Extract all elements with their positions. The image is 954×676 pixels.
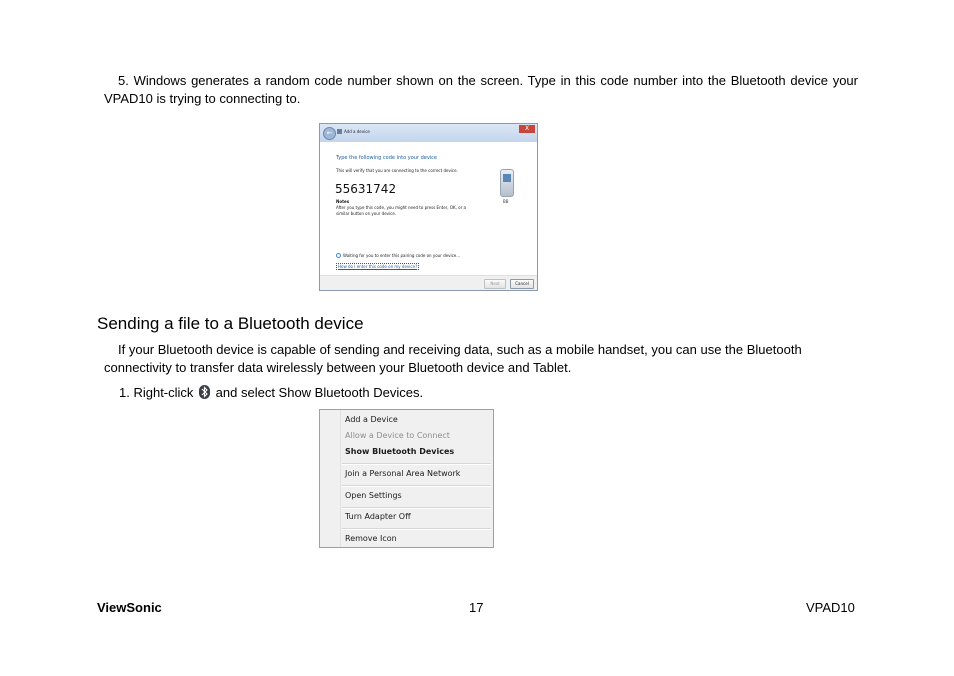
phone-device-icon: [500, 169, 514, 197]
step-1-text-after: and select Show Bluetooth Devices.: [215, 385, 424, 400]
notes-label: Notes: [336, 199, 350, 204]
menu-item-show-devices[interactable]: Show Bluetooth Devices: [345, 447, 455, 456]
dialog-titlebar: [320, 124, 537, 142]
add-device-dialog-screenshot: [319, 123, 538, 291]
menu-item-remove-icon[interactable]: Remove Icon: [345, 534, 397, 543]
menu-item-open-settings[interactable]: Open Settings: [345, 491, 402, 500]
step-5-text: 5. Windows generates a random code number shown on the screen. Type in this code number into the Bluetooth device your VPAD10 is trying to connecting to.: [104, 73, 858, 106]
menu-item-turn-adapter-off[interactable]: Turn Adapter Off: [345, 512, 411, 521]
intro-text: If your Bluetooth device is capable of sending and receiving data, such as a mobile handset, you can use the Bluetooth connectivity to transfer data wirelessly between your Bluetooth device and Tablet.: [104, 342, 802, 375]
menu-separator: [342, 485, 491, 487]
footer-page-number: 17: [469, 600, 484, 615]
menu-item-allow-device: Allow a Device to Connect: [345, 431, 450, 440]
device-label: BB: [503, 199, 509, 204]
dialog-subtext: This will verify that you are connecting to the correct device.: [336, 168, 458, 173]
dialog-footer: [320, 275, 537, 290]
back-arrow-icon[interactable]: ←: [323, 127, 336, 140]
section-heading: Sending a file to a Bluetooth device: [97, 314, 364, 333]
bluetooth-context-menu-screenshot: [319, 409, 494, 548]
menu-separator: [342, 507, 491, 509]
step-5-paragraph: [104, 72, 858, 108]
dialog-title: Add a device: [344, 129, 370, 134]
menu-item-add-device[interactable]: Add a Device: [345, 415, 398, 424]
waiting-spinner-icon: [336, 253, 341, 258]
add-device-icon: [337, 129, 342, 134]
menu-separator: [342, 463, 491, 465]
pairing-code: 55631742: [335, 182, 397, 196]
step-1-paragraph: [119, 384, 423, 402]
menu-gutter: [320, 410, 341, 547]
footer-brand: ViewSonic: [97, 600, 162, 615]
intro-paragraph: [104, 341, 824, 377]
next-button[interactable]: Next: [484, 279, 506, 289]
waiting-text: Waiting for you to enter this pairing code on your device...: [343, 253, 461, 258]
help-link[interactable]: How do I enter this code on my device?: [338, 264, 418, 269]
menu-item-join-pan[interactable]: Join a Personal Area Network: [345, 469, 461, 478]
close-button[interactable]: X: [519, 125, 535, 133]
notes-text: After you type this code, you might need to press Enter, OK, or a similar button on your device.: [336, 205, 466, 216]
dialog-heading: Type the following code into your device: [336, 155, 438, 161]
step-1-text-before: 1. Right-click: [119, 385, 194, 400]
footer-model: VPAD10: [806, 600, 855, 615]
cancel-button[interactable]: Cancel: [510, 279, 534, 289]
menu-separator: [342, 528, 491, 530]
bluetooth-icon: [199, 385, 210, 399]
